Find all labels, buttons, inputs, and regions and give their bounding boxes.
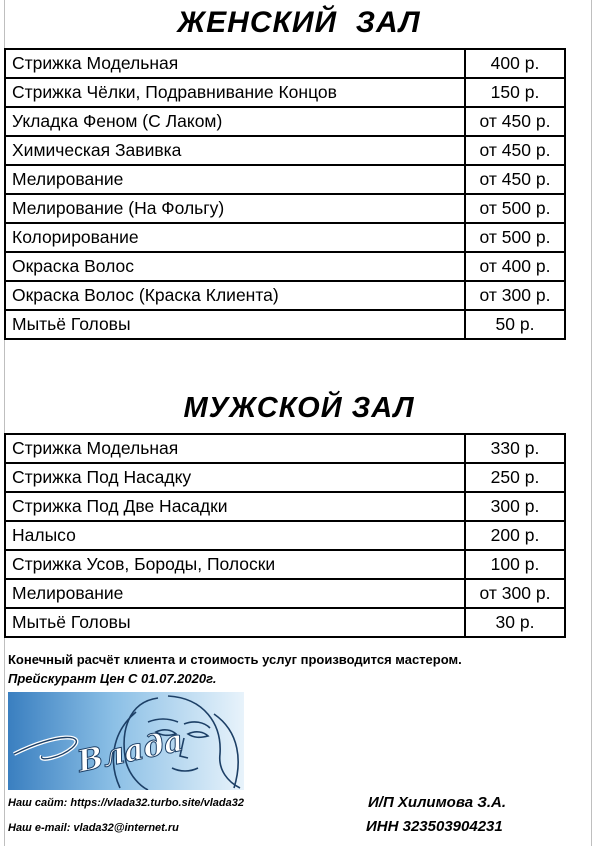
service-name: Мытьё Головы	[5, 608, 465, 637]
service-name: Стрижка Под Две Насадки	[5, 492, 465, 521]
service-price: 150 р.	[465, 78, 565, 107]
men-service-row	[5, 579, 565, 608]
service-name: Окраска Волос	[5, 252, 465, 281]
service-name: Стрижка Чёлки, Подравнивание Концов	[5, 78, 465, 107]
svg-text:Влада: Влада	[74, 723, 187, 780]
service-name: Мелирование	[5, 579, 465, 608]
service-price: от 450 р.	[465, 136, 565, 165]
service-price: от 300 р.	[465, 579, 565, 608]
service-name: Стрижка Усов, Бороды, Полоски	[5, 550, 465, 579]
service-price: 50 р.	[465, 310, 565, 339]
service-name: Мелирование (На Фольгу)	[5, 194, 465, 223]
women-service-row	[5, 310, 565, 339]
women-service-row	[5, 49, 565, 78]
women-service-row	[5, 252, 565, 281]
inn-number: ИНН 323503904231	[366, 818, 503, 835]
women-service-row	[5, 78, 565, 107]
men-service-row	[5, 463, 565, 492]
site-url: Наш сайт: https://vlada32.turbo.site/vlada32	[8, 797, 244, 809]
women-hall-title: ЖЕНСКИЙ ЗАЛ	[177, 6, 421, 39]
email-address: Наш e-mail: vlada32@internet.ru	[8, 822, 179, 834]
women-service-row	[5, 165, 565, 194]
service-price: от 400 р.	[465, 252, 565, 281]
men-service-row	[5, 521, 565, 550]
service-name: Мытьё Головы	[5, 310, 465, 339]
service-price: 100 р.	[465, 550, 565, 579]
women-service-row	[5, 194, 565, 223]
women-price-table	[4, 48, 566, 340]
service-price: от 450 р.	[465, 107, 565, 136]
service-name: Стрижка Модельная	[5, 49, 465, 78]
service-name: Мелирование	[5, 165, 465, 194]
men-service-row	[5, 550, 565, 579]
service-name: Химическая Завивка	[5, 136, 465, 165]
service-price: 330 р.	[465, 434, 565, 463]
service-price: 300 р.	[465, 492, 565, 521]
pricelist-date-note: Прейскурант Цен С 01.07.2020г.	[8, 671, 217, 686]
women-service-row	[5, 107, 565, 136]
service-price: от 500 р.	[465, 194, 565, 223]
service-price: от 450 р.	[465, 165, 565, 194]
service-name: Налысо	[5, 521, 465, 550]
women-service-row	[5, 136, 565, 165]
men-service-row	[5, 434, 565, 463]
men-service-row	[5, 608, 565, 637]
service-name: Укладка Феном (С Лаком)	[5, 107, 465, 136]
salon-logo	[8, 692, 244, 790]
calculation-note: Конечный расчёт клиента и стоимость услуг производится мастером.	[8, 652, 462, 667]
men-service-row	[5, 492, 565, 521]
service-name: Окраска Волос (Краска Клиента)	[5, 281, 465, 310]
men-price-table	[4, 433, 566, 638]
service-name: Колорирование	[5, 223, 465, 252]
owner-name: И/П Хилимова З.А.	[368, 794, 507, 811]
women-service-row	[5, 281, 565, 310]
service-name: Стрижка Под Насадку	[5, 463, 465, 492]
service-price: 200 р.	[465, 521, 565, 550]
service-price: 250 р.	[465, 463, 565, 492]
service-price: 400 р.	[465, 49, 565, 78]
service-price: от 300 р.	[465, 281, 565, 310]
service-price: от 500 р.	[465, 223, 565, 252]
women-service-row	[5, 223, 565, 252]
service-price: 30 р.	[465, 608, 565, 637]
service-name: Стрижка Модельная	[5, 434, 465, 463]
men-hall-title: МУЖСКОЙ ЗАЛ	[183, 392, 415, 424]
